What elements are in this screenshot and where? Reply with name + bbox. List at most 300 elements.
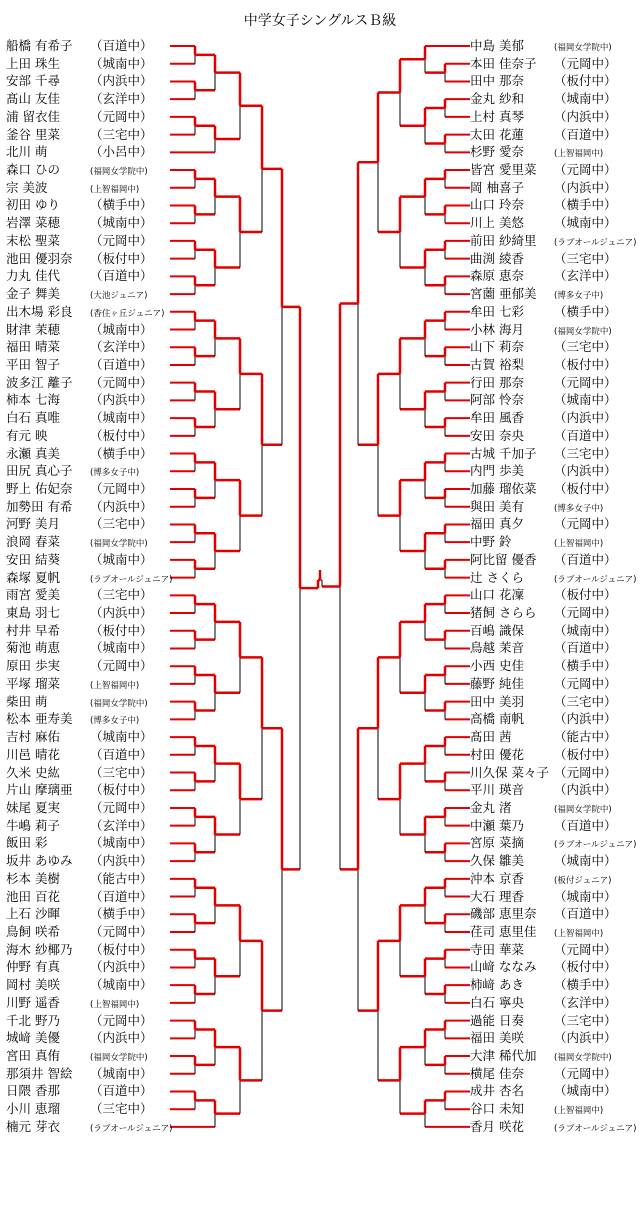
left-player-entry	[6, 1100, 153, 1117]
player-school: (ラブオールジュニア)	[554, 840, 637, 851]
player-school: （内浜中）	[554, 179, 617, 195]
left-player-entry	[6, 108, 153, 125]
right-player-entry	[470, 941, 617, 958]
player-school: （内浜中）	[90, 959, 153, 975]
player-school: (上智福岡中)	[90, 680, 140, 691]
player-name: 山﨑 ななみ	[470, 959, 537, 975]
player-school: (上智福岡中)	[554, 1106, 604, 1117]
right-player-entry	[470, 179, 617, 196]
player-school: （元岡中）	[90, 1012, 153, 1028]
player-name: 田尻 真心子	[6, 463, 73, 479]
player-name: 城﨑 美優	[6, 1030, 60, 1046]
player-name: 坂井 あゆみ	[6, 853, 73, 869]
player-school: （元岡中）	[554, 162, 617, 178]
player-name: 村井 早希	[6, 622, 60, 638]
left-player-entry	[6, 267, 153, 284]
player-school: （百道中）	[554, 126, 617, 142]
left-player-entry	[6, 799, 153, 816]
player-name: 有元 映	[6, 427, 48, 443]
player-school: （能古中）	[554, 729, 617, 745]
player-school: （能古中）	[90, 870, 153, 886]
player-name: 宮田 真侑	[6, 1048, 60, 1064]
player-name: 船橋 有希子	[6, 38, 73, 53]
right-player-entry	[470, 781, 617, 798]
right-player-entry	[470, 338, 617, 355]
right-player-entry	[470, 214, 617, 231]
left-player-entry	[6, 728, 153, 745]
player-name: 野上 佑妃奈	[6, 481, 73, 496]
player-school: （板付中）	[90, 622, 153, 638]
player-school: （板付中）	[554, 356, 617, 372]
left-player-entry	[6, 427, 153, 444]
player-school: （百道中）	[90, 268, 153, 284]
left-player-entry	[6, 604, 153, 621]
player-name: 福田 美咲	[470, 1030, 524, 1046]
left-player-entry	[6, 870, 153, 887]
player-name: 高橋 南帆	[470, 711, 524, 727]
player-name: 金丸 紗和	[470, 91, 524, 107]
player-school: （百道中）	[90, 1083, 153, 1099]
player-school: （内浜中）	[90, 605, 153, 621]
player-name: 森原 恵奈	[470, 268, 524, 284]
right-player-entry	[470, 923, 603, 940]
player-name: 原田 歩実	[6, 658, 60, 674]
player-school: （三宅中）	[90, 587, 153, 603]
player-name: 宮薗 亜郁美	[470, 286, 537, 302]
player-school: (福岡女学院中)	[554, 326, 612, 337]
left-player-entry	[6, 1029, 153, 1046]
player-name: 川野 遥香	[6, 994, 60, 1010]
right-player-entry	[470, 267, 617, 284]
player-name: 阿部 怜奈	[470, 392, 524, 408]
player-school: （城南中）	[554, 622, 617, 638]
player-name: 力丸 佳代	[6, 268, 60, 284]
player-school: （板付中）	[554, 959, 617, 975]
right-player-entry	[470, 1047, 612, 1064]
right-player-entry	[470, 1065, 617, 1082]
player-school: （三宅中）	[90, 126, 153, 142]
right-player-entry	[470, 834, 637, 851]
player-name: 松本 亜寿美	[6, 711, 73, 727]
right-player-entry	[470, 693, 617, 710]
right-player-entry	[470, 604, 617, 621]
player-school: （板付中）	[90, 250, 153, 266]
player-school: （三宅中）	[554, 1012, 617, 1028]
player-school: （板付中）	[90, 427, 153, 443]
player-school: （内浜中）	[90, 392, 153, 408]
player-school: （城南中）	[90, 551, 153, 567]
player-school: （城南中）	[554, 215, 617, 231]
player-school: (ラブオールジュニア)	[90, 574, 173, 585]
right-player-entry	[470, 817, 617, 834]
player-name: 中島 美郁	[470, 38, 524, 53]
player-school: （百道中）	[90, 356, 153, 372]
player-school: （内浜中）	[90, 498, 153, 514]
player-name: 大石 理香	[470, 888, 524, 904]
player-school: (福岡女学院中)	[90, 698, 148, 709]
right-player-entry	[470, 391, 617, 408]
player-name: 加勢田 有希	[6, 498, 73, 514]
player-name: 日隈 香那	[6, 1083, 60, 1099]
player-school: （板付中）	[90, 941, 153, 957]
player-school: （横手中）	[554, 197, 617, 213]
player-school: （横手中）	[90, 445, 153, 461]
right-player-entry	[470, 888, 617, 905]
right-player-entry	[470, 90, 617, 107]
player-name: 古賀 裕梨	[470, 356, 524, 372]
right-player-entry	[470, 799, 612, 816]
player-school: (上智福岡中)	[554, 149, 604, 160]
left-player-entry	[6, 480, 153, 497]
player-school: （元岡中）	[554, 55, 617, 71]
player-name: 波多江 離子	[6, 374, 73, 390]
player-school: （百道中）	[554, 551, 617, 567]
right-player-entry	[470, 728, 617, 745]
player-name: 内門 歩美	[470, 463, 524, 479]
right-player-entry	[470, 480, 617, 497]
right-player-entry	[470, 196, 617, 213]
player-name: 曲渕 綾香	[470, 250, 524, 266]
player-name: 白石 真唯	[6, 410, 60, 426]
right-player-entry	[470, 586, 617, 603]
right-player-entry	[470, 746, 617, 763]
left-player-entry	[6, 515, 153, 532]
player-name: 髙山 友佳	[6, 91, 60, 107]
player-name: 鳥飼 咲希	[6, 924, 60, 939]
player-name: 小川 恵瑠	[6, 1101, 60, 1117]
player-name: 皆宮 愛里菜	[470, 162, 537, 178]
player-school: （城南中）	[554, 888, 617, 904]
right-player-entry	[470, 1118, 637, 1135]
player-name: 上村 真琴	[470, 108, 524, 124]
left-player-entry	[6, 1012, 153, 1029]
player-name: 與田 美有	[470, 498, 524, 514]
player-name: 牛嶋 莉子	[6, 817, 60, 833]
left-player-entry	[6, 675, 139, 692]
player-school: （玄洋中）	[554, 994, 617, 1010]
right-player-entry	[470, 37, 612, 54]
player-school: （元岡中）	[554, 764, 617, 780]
left-player-entry	[6, 498, 153, 515]
right-player-entry	[470, 285, 603, 302]
player-name: 久米 史紘	[6, 764, 60, 780]
player-name: 沖本 京香	[470, 870, 524, 886]
right-player-entry	[470, 1012, 617, 1029]
right-player-entry	[470, 427, 617, 444]
player-school: （元岡中）	[554, 516, 617, 532]
left-player-entry	[6, 391, 153, 408]
right-player-entry	[470, 710, 617, 727]
right-player-entry	[470, 515, 617, 532]
player-school: (板付ジュニア)	[554, 875, 612, 886]
player-name: 阿比留 優香	[470, 551, 537, 567]
left-player-entry	[6, 338, 153, 355]
player-name: 海木 紗椰乃	[6, 941, 73, 957]
left-player-entry	[6, 462, 139, 479]
left-player-entry	[6, 941, 153, 958]
right-player-entry	[470, 622, 617, 639]
player-school: （内浜中）	[554, 108, 617, 124]
player-name: 小西 史佳	[470, 658, 524, 674]
player-school: （百道中）	[90, 888, 153, 904]
player-school: （三宅中）	[554, 693, 617, 709]
player-name: 財津 茉穂	[6, 321, 60, 337]
right-player-entry	[470, 870, 611, 887]
player-name: 山口 玲奈	[470, 197, 524, 213]
player-name: 岡 柚喜子	[470, 179, 524, 195]
player-name: 宗 美波	[6, 179, 48, 195]
right-player-entry	[470, 161, 617, 178]
player-name: 森口 ひの	[6, 162, 60, 178]
player-name: 小林 海月	[470, 321, 524, 337]
player-school: (福岡女学院中)	[90, 539, 148, 550]
player-name: 出木場 彩良	[6, 303, 73, 319]
player-name: 菊池 萌恵	[6, 640, 60, 656]
player-name: 安部 千尋	[6, 73, 60, 89]
player-name: 香月 咲花	[470, 1118, 524, 1134]
player-name: 永瀬 真美	[6, 445, 60, 461]
left-player-entry	[6, 55, 153, 72]
player-school: （城南中）	[90, 640, 153, 656]
left-player-entry	[6, 445, 153, 462]
right-player-entry	[470, 55, 617, 72]
player-name: 吉村 麻佑	[6, 729, 60, 745]
player-name: 妹尾 夏実	[6, 799, 60, 815]
player-name: 大津 稀代加	[470, 1048, 537, 1064]
player-school: （百道中）	[90, 38, 153, 53]
player-school: （城南中）	[90, 410, 153, 426]
right-player-entry	[470, 108, 617, 125]
player-name: 安田 結葵	[6, 551, 60, 567]
left-player-entry	[6, 976, 153, 993]
player-name: 寺田 華菜	[470, 941, 524, 957]
right-player-entry	[470, 356, 617, 373]
player-school: （城南中）	[90, 55, 153, 71]
player-name: 鳥越 茉音	[470, 640, 524, 656]
left-player-entry	[6, 657, 153, 674]
player-name: 上石 沙暉	[6, 906, 60, 922]
player-school: （横手中）	[90, 906, 153, 922]
player-school: (ラブオールジュニア)	[554, 1123, 637, 1134]
player-name: 村田 優花	[470, 746, 524, 762]
player-school: （板付中）	[554, 587, 617, 603]
player-school: （三宅中）	[90, 516, 153, 532]
player-school: (香住ヶ丘ジュニア)	[90, 308, 165, 319]
player-school: （板付中）	[554, 73, 617, 89]
player-school: （城南中）	[90, 321, 153, 337]
player-name: 平塚 瑠菜	[6, 675, 60, 691]
right-player-entry	[470, 639, 617, 656]
player-name: 太田 花蓮	[470, 126, 524, 142]
left-player-entry	[6, 888, 153, 905]
left-player-entry	[6, 852, 153, 869]
player-school: （板付中）	[554, 746, 617, 762]
player-name: 森塚 夏帆	[6, 569, 60, 585]
player-name: 磯部 恵里奈	[470, 906, 537, 922]
player-name: 岡村 美咲	[6, 977, 60, 993]
player-school: （城南中）	[554, 91, 617, 107]
player-school: （横手中）	[554, 658, 617, 674]
left-player-entry	[6, 285, 147, 302]
right-player-entry	[470, 764, 617, 781]
player-name: 成井 杏名	[470, 1083, 524, 1099]
player-school: （城南中）	[90, 729, 153, 745]
player-school: （百道中）	[554, 640, 617, 656]
left-player-entry	[6, 214, 153, 231]
player-name: 平田 智子	[6, 356, 60, 372]
player-name: 古城 千加子	[470, 445, 537, 461]
player-name: 浦 留衣佳	[6, 108, 60, 124]
player-name: 那須井 智絵	[6, 1065, 73, 1081]
left-player-entry	[6, 639, 153, 656]
player-name: 池田 百花	[6, 888, 60, 904]
player-name: 川上 美悠	[470, 215, 524, 231]
left-player-entry	[6, 374, 153, 391]
player-name: 加藤 瑠依菜	[470, 481, 537, 496]
player-school: (福岡女学院中)	[90, 1053, 148, 1064]
left-player-entry	[6, 250, 153, 267]
player-name: 金子 舞美	[6, 286, 60, 302]
player-name: 杉本 美樹	[6, 870, 60, 886]
right-player-entry	[470, 321, 612, 338]
left-player-entry	[6, 1047, 148, 1064]
player-school: (上智福岡中)	[554, 539, 604, 550]
left-player-entry	[6, 905, 153, 922]
player-name: 東島 羽七	[6, 605, 60, 621]
left-player-entry	[6, 994, 139, 1011]
player-school: （小呂中）	[90, 144, 153, 160]
player-name: 飯田 彩	[6, 835, 48, 851]
player-name: 田中 美羽	[470, 693, 524, 709]
left-player-entry	[6, 533, 148, 550]
player-name: 過能 日奏	[470, 1012, 524, 1028]
player-name: 平川 瑛音	[470, 782, 524, 798]
player-name: 本田 佳奈子	[470, 55, 537, 71]
player-name: 柿本 七海	[6, 392, 60, 408]
player-school: (福岡女学院中)	[90, 167, 148, 178]
player-school: (ラブオールジュニア)	[554, 237, 637, 248]
player-name: 仲野 有真	[6, 959, 60, 975]
player-name: 河野 美月	[6, 516, 60, 532]
player-school: （元岡中）	[554, 675, 617, 691]
player-name: 横尾 佳奈	[470, 1065, 524, 1081]
player-school: （百道中）	[554, 427, 617, 443]
player-name: 池田 優羽奈	[6, 250, 73, 266]
player-school: （内浜中）	[554, 463, 617, 479]
player-school: （城南中）	[554, 853, 617, 869]
player-school: (博多女子中)	[554, 291, 604, 302]
right-player-entry	[470, 250, 617, 267]
player-name: 雨宮 愛美	[6, 587, 60, 603]
player-school: （三宅中）	[90, 1101, 153, 1117]
right-player-entry	[470, 445, 617, 462]
player-school: （内浜中）	[554, 782, 617, 798]
player-name: 谷口 未知	[470, 1101, 524, 1117]
player-school: （内浜中）	[90, 853, 153, 869]
player-name: 千北 野乃	[6, 1012, 60, 1028]
player-school: （内浜中）	[554, 410, 617, 426]
player-name: 北川 萌	[6, 144, 48, 160]
left-player-entry	[6, 303, 164, 320]
player-school: (博多女子中)	[90, 716, 140, 727]
page-title: 中学女子シングルスＢ級	[243, 13, 397, 29]
player-name: 柴田 萌	[6, 693, 48, 709]
player-school: （三宅中）	[554, 250, 617, 266]
player-name: 猪飼 さらら	[470, 605, 537, 621]
left-player-entry	[6, 693, 148, 710]
left-player-entry	[6, 764, 153, 781]
left-player-entry	[6, 781, 153, 798]
player-school: （城南中）	[90, 1065, 153, 1081]
right-player-entry	[470, 976, 617, 993]
right-player-entry	[470, 126, 617, 143]
player-school: （内浜中）	[554, 711, 617, 727]
player-school: （玄洋中）	[90, 91, 153, 107]
player-school: (上智福岡中)	[90, 999, 140, 1010]
left-player-entry	[6, 958, 153, 975]
player-school: （城南中）	[90, 977, 153, 993]
player-school: (福岡女学院中)	[554, 804, 612, 815]
right-player-entry	[470, 675, 617, 692]
right-player-entry	[470, 994, 617, 1011]
player-school: （元岡中）	[90, 232, 153, 248]
left-player-entry	[6, 161, 148, 178]
player-school: (ラブオールジュニア)	[554, 574, 637, 585]
right-player-entry	[470, 409, 617, 426]
right-player-entry	[470, 551, 617, 568]
player-school: （元岡中）	[554, 605, 617, 621]
left-player-entry	[6, 126, 153, 143]
player-name: 川久保 菜々子	[470, 764, 549, 780]
left-player-entry	[6, 143, 153, 160]
player-school: (ラブオールジュニア)	[90, 1123, 173, 1134]
player-name: 中野 鈴	[470, 534, 512, 550]
right-player-entry	[470, 1082, 617, 1099]
right-player-entry	[470, 303, 617, 320]
player-school: （三宅中）	[554, 339, 617, 355]
player-school: （元岡中）	[554, 374, 617, 390]
player-school: （横手中）	[554, 977, 617, 993]
right-player-entry	[470, 72, 617, 89]
right-player-entry	[470, 462, 617, 479]
right-player-entry	[470, 1029, 617, 1046]
right-player-entry	[470, 958, 617, 975]
player-school: （玄洋中）	[90, 339, 153, 355]
player-school: （元岡中）	[90, 799, 153, 815]
player-name: 荏司 恵里佳	[470, 924, 537, 939]
player-school: （三宅中）	[554, 445, 617, 461]
right-player-entry	[470, 374, 617, 391]
player-school: （百道中）	[90, 746, 153, 762]
left-player-entry	[6, 232, 153, 249]
player-school: (博多女子中)	[90, 468, 140, 479]
player-name: 杉野 愛奈	[470, 144, 524, 160]
player-name: 白石 寧央	[470, 994, 524, 1010]
player-school: （百道中）	[554, 817, 617, 833]
left-player-entry	[6, 1118, 173, 1135]
player-name: 辻 さくら	[470, 569, 524, 585]
player-school: （元岡中）	[90, 481, 153, 496]
player-name: 楠元 芽衣	[6, 1118, 60, 1134]
player-school: (上智福岡中)	[90, 184, 140, 195]
player-name: 上田 珠生	[6, 55, 60, 71]
player-name: 中瀬 葉乃	[470, 817, 524, 833]
right-player-entry	[470, 905, 617, 922]
left-player-entry	[6, 196, 153, 213]
right-player-entry	[470, 143, 603, 160]
player-name: 浪岡 春菜	[6, 534, 60, 550]
player-school: （横手中）	[554, 303, 617, 319]
